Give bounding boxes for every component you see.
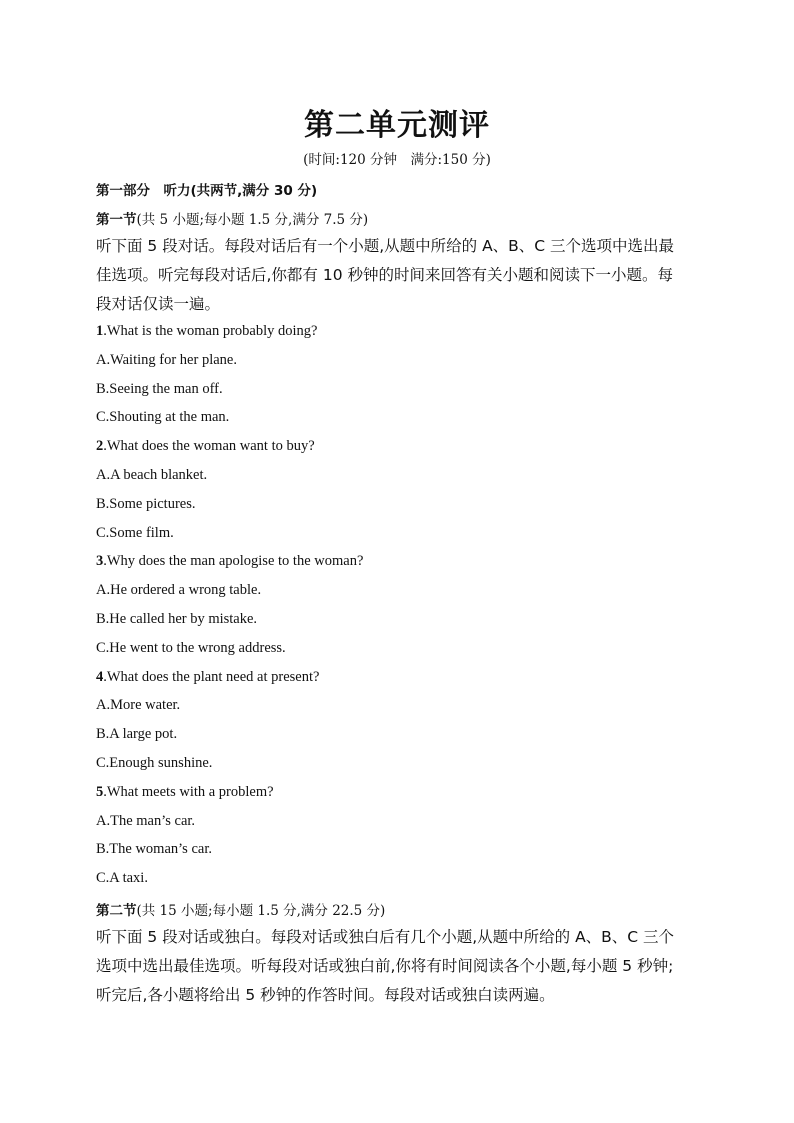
instruction-line: 听下面 5 段对话。每段对话后有一个小题,从题中所给的 A、B、C 三个选项中选出最 <box>96 237 675 255</box>
question-2: 2.What does the woman want to buy? <box>96 438 315 454</box>
option-1b: B.Seeing the man off. <box>96 381 223 397</box>
part1-text: 听力(共两节,满分 30 分) <box>163 183 318 199</box>
option-1c: C.Shouting at the man. <box>96 409 230 425</box>
option-3a: A.He ordered a wrong table. <box>96 582 262 598</box>
option-4a: A.More water. <box>96 697 181 713</box>
option-4c: C.Enough sunshine. <box>96 755 213 771</box>
option-2a: A.A beach blanket. <box>96 467 208 483</box>
instruction-line: 佳选项。听完每段对话后,你都有 10 秒钟的时间来回答有关小题和阅读下一小题。每 <box>96 266 674 284</box>
page-title: 第二单元测评 <box>304 108 490 143</box>
instruction-line: 听完后,各小题将给出 5 秒钟的作答时间。每段对话或独白读两遍。 <box>96 986 555 1004</box>
question-3: 3.Why does the man apologise to the woman? <box>96 553 364 569</box>
instruction-line: 选项中选出最佳选项。听每段对话或独白前,你将有时间阅读各个小题,每小题 5 秒钟; <box>96 957 674 975</box>
section2-text: (共 15 小题;每小题 1.5 分,满分 22.5 分) <box>136 903 386 919</box>
section2-label: 第二节 <box>96 903 137 919</box>
option-2b: B.Some pictures. <box>96 496 196 512</box>
option-3b: B.He called her by mistake. <box>96 611 258 627</box>
part1-label: 第一部分 <box>96 183 150 199</box>
section1-instructions <box>96 232 696 319</box>
option-5a: A.The man’s car. <box>96 813 196 829</box>
option-1a: A.Waiting for her plane. <box>96 352 237 368</box>
section2-instructions <box>96 923 696 1010</box>
option-2c: C.Some film. <box>96 525 174 541</box>
question-4: 4.What does the plant need at present? <box>96 669 320 685</box>
option-5b: B.The woman’s car. <box>96 841 212 857</box>
question-5: 5.What meets with a problem? <box>96 784 274 800</box>
section1-text: (共 5 小题;每小题 1.5 分,满分 7.5 分) <box>136 212 369 228</box>
section1-label: 第一节 <box>96 212 137 228</box>
section1-heading <box>96 208 368 228</box>
part1-heading <box>96 179 317 199</box>
option-3c: C.He went to the wrong address. <box>96 640 286 656</box>
option-5c: C.A taxi. <box>96 870 148 886</box>
question-1: 1.What is the woman probably doing? <box>96 323 318 339</box>
section2-heading <box>96 899 385 919</box>
exam-time-score: (时间:120 分钟 满分:150 分) <box>303 152 491 168</box>
option-4b: B.A large pot. <box>96 726 178 742</box>
instruction-line: 段对话仅读一遍。 <box>96 295 221 313</box>
instruction-line: 听下面 5 段对话或独白。每段对话或独白后有几个小题,从题中所给的 A、B、C 三个 <box>96 928 675 946</box>
